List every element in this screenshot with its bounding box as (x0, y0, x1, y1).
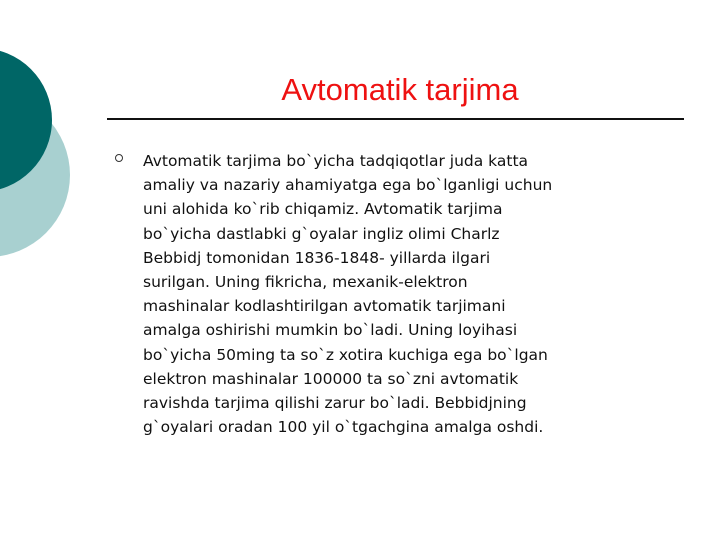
slide-title: Avtomatik tarjima (281, 72, 519, 107)
title-divider (107, 118, 684, 120)
bullet-paragraph: Avtomatik tarjima bo`yicha tadqiqotlar juda katta amaliy va nazariy ahamiyatga ega bo`lganligi uchun uni alohida ko`rib chiqamiz. Avtomatik tarjima bo`yicha dastlabki g`oyalar ingliz olimi Charlz Bebbidj tomonidan 1836-1848- yillarda ilgari surilgan. Uning fikricha, mexanik-elektron mashinalar kodlashtirilgan avtomatik tarjimani amalga oshirishi mumkin bo`ladi. Uning loyihasi bo`yicha 50ming ta so`z xotira kuchiga ega bo`lgan elektron mashinalar 100000 ta so`zni avtomatik ravishda tarjima qilishi zarur bo`ladi. Bebbidjning g`oyalari oradan 100 yil o`tgachgina amalga oshdi. (143, 152, 553, 437)
bullet-ring-icon (115, 154, 123, 162)
decorative-circles (0, 0, 110, 290)
